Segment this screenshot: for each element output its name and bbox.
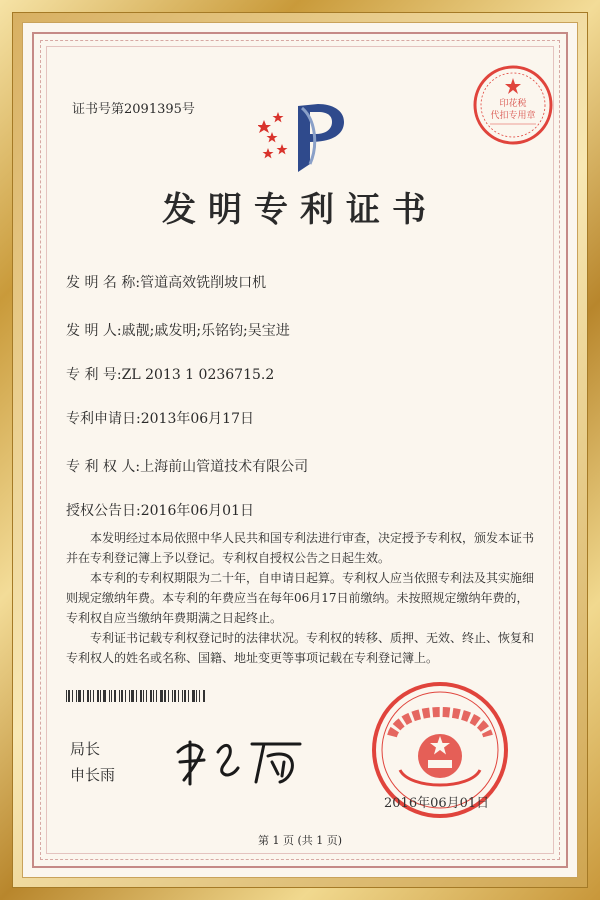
barcode-bar [146, 690, 147, 702]
barcode-bar [153, 690, 154, 702]
body-paragraph: 本发明经过本局依照中华人民共和国专利法进行审查，决定授予专利权，颁发本证书并在专利登记簿上予以登记。专利权自授权公告之日起生效。 [66, 531, 535, 565]
barcode-bar [203, 690, 205, 702]
page-footer: 第 1 页 (共 1 页) [257, 834, 343, 847]
barcode-bar [76, 690, 77, 702]
agency-seal-line-2: 代扣专用章 [490, 111, 536, 121]
barcode-bar [111, 690, 112, 702]
field-value: 2013年06月17日 [140, 411, 254, 427]
barcode-bar [164, 690, 166, 702]
barcode-bar [100, 690, 101, 702]
body-paragraph: 专利证书记载专利权登记时的法律状况。专利权的转移、质押、无效、终止、恢复和专利权人的姓名或名称、国籍、地址变更等事项记载在专利登记簿上。 [66, 631, 535, 665]
field-grant-date [66, 500, 254, 520]
barcode-bar [182, 690, 183, 702]
field-label: 授权公告日: [66, 503, 141, 519]
barcode-bar [93, 690, 94, 702]
field-label: 专 利 权 人: [66, 459, 141, 475]
barcode-bar [156, 690, 157, 702]
field-value: 2016年06月01日 [140, 503, 254, 519]
barcode-bar [125, 690, 126, 702]
barcode-bar [129, 690, 130, 702]
field-filing-date [66, 408, 254, 428]
barcode-bar [78, 690, 81, 702]
field-inventors [66, 320, 290, 340]
barcode-bar [199, 690, 200, 702]
barcode-bar [178, 690, 179, 702]
body-paragraph: 本专利的专利权期限为二十年，自申请日起算。专利权人应当依照专利法及其实施细则规定缴纳年费。本专利的年费应当在每年06月17日前缴纳。未按照规定缴纳年费的，专利权自应当缴纳年费期满之日起终止。 [66, 571, 535, 625]
director-name: 申长雨 [70, 766, 116, 784]
barcode-bar [72, 690, 73, 702]
barcode-bar [131, 690, 134, 702]
barcode-bar [83, 690, 84, 702]
barcode-bar [114, 690, 116, 702]
barcode-bar [97, 690, 99, 702]
patent-office-logo-icon [258, 98, 358, 178]
director-title: 局长 [70, 740, 101, 758]
field-patentee [66, 456, 308, 476]
barcode-bar [90, 690, 91, 702]
barcode-bar [87, 690, 89, 702]
barcode-bar [184, 690, 186, 702]
barcode-bar [136, 690, 137, 702]
barcode-bar [66, 690, 67, 702]
field-value: ZL 2013 1 0236715.2 [121, 367, 275, 383]
field-label: 发 明 人: [66, 323, 122, 339]
barcode-bar [68, 690, 70, 702]
certificate-body [66, 528, 536, 668]
barcode-bar [121, 690, 123, 702]
seal-date: 2016年06月01日 [384, 796, 490, 811]
field-value: 管道高效铣削坡口机 [140, 275, 267, 291]
barcode-bar [140, 690, 142, 702]
barcode-bar [188, 690, 189, 702]
barcode-bar [109, 690, 110, 702]
barcode-bar [196, 690, 197, 702]
field-value: 戚靓;戚发明;乐铭钧;吴宝进 [121, 323, 290, 339]
agency-seal-line-1: 印花税 [499, 99, 527, 109]
field-label: 发 明 名 称: [66, 275, 141, 291]
barcode-bar [160, 690, 163, 702]
barcode-bar [143, 690, 144, 702]
barcode-bar [119, 690, 120, 702]
barcode-bar [174, 690, 176, 702]
barcode-bar [168, 690, 169, 702]
barcode-bar [172, 690, 173, 702]
field-label: 专 利 号: [66, 367, 122, 383]
barcode-bar [103, 690, 106, 702]
certificate-title: 发明专利证书 [162, 190, 438, 230]
agency-seal-label [470, 62, 556, 148]
barcode-bar [150, 690, 152, 702]
certificate-number: 证书号第2091395号 [72, 102, 195, 117]
field-invention-name [66, 272, 266, 292]
signature-icon [168, 722, 308, 792]
field-label: 专利申请日: [66, 411, 141, 427]
field-value: 上海前山管道技术有限公司 [140, 459, 309, 475]
field-patent-number [66, 364, 274, 384]
barcode [66, 690, 226, 702]
barcode-bar [192, 690, 195, 702]
